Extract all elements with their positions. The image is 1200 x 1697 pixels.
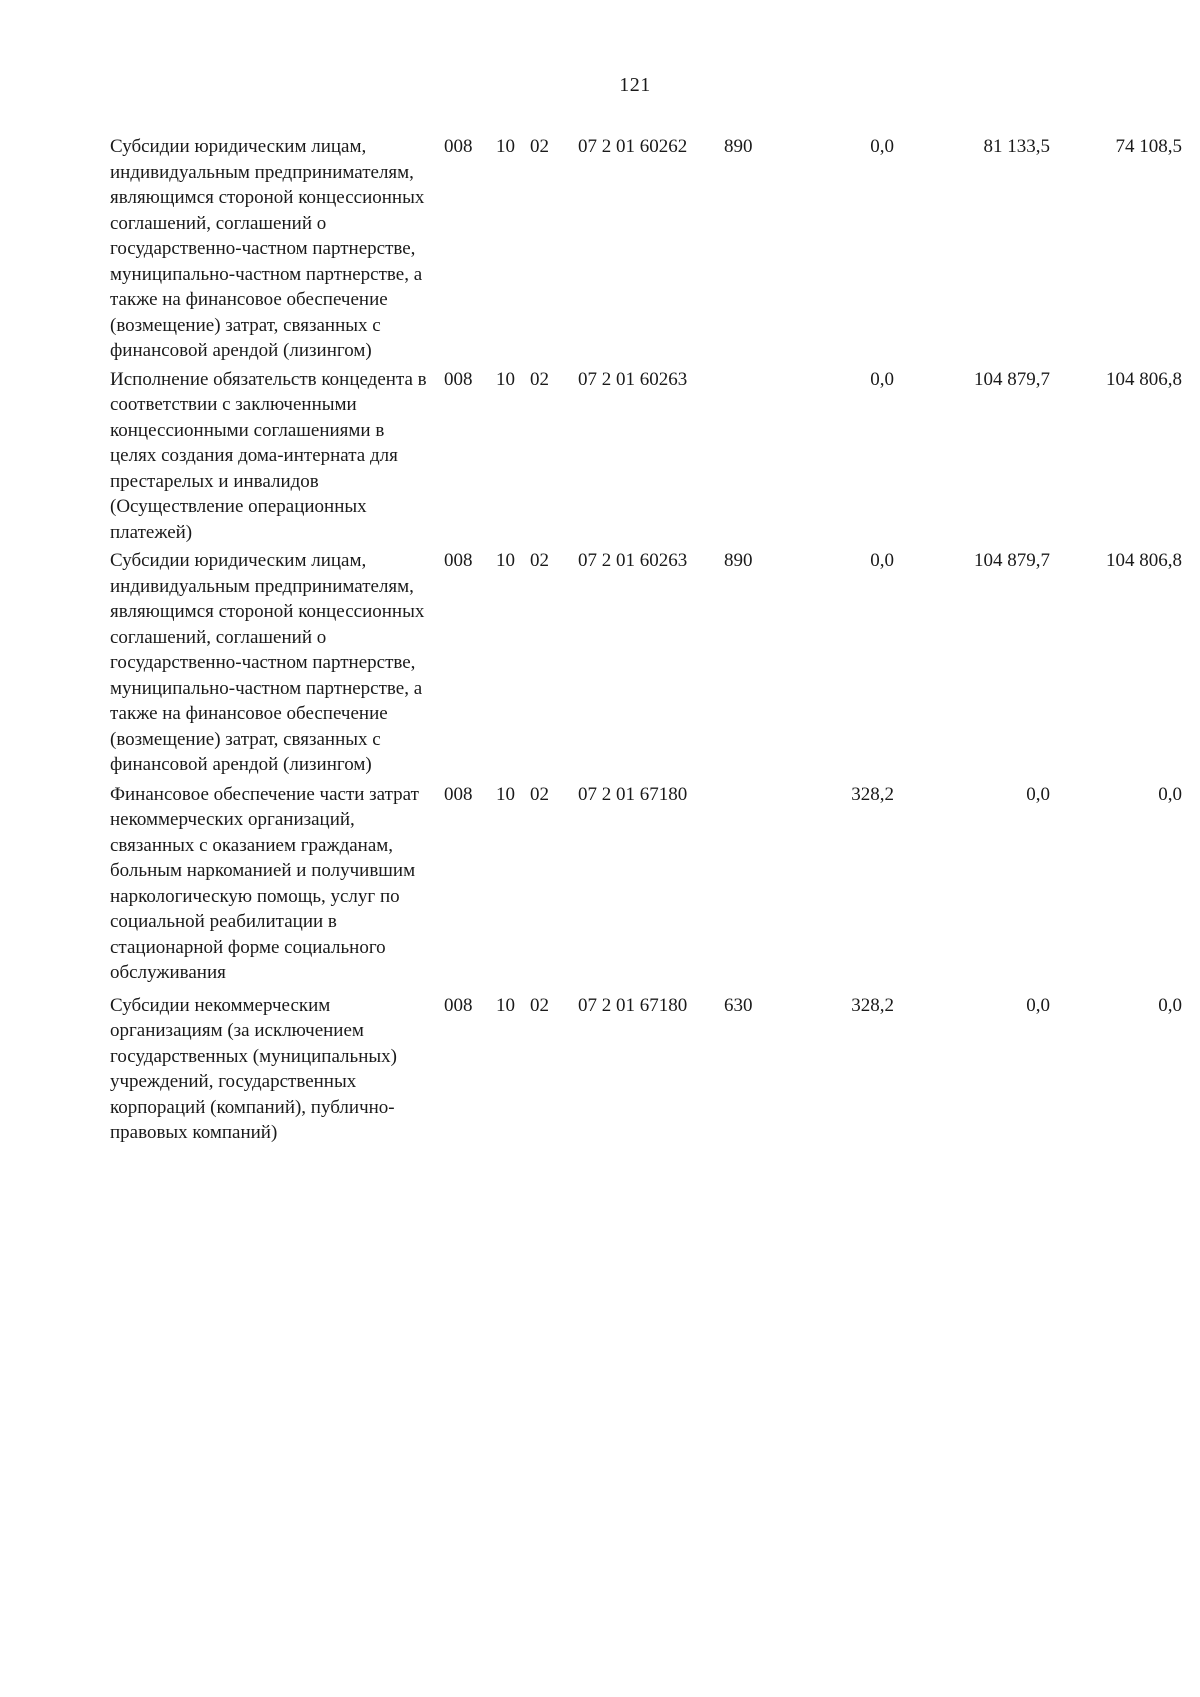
target-article-code: 07 2 01 60263 <box>578 368 688 390</box>
row-description: Финансовое обеспечение части затрат некоммерческих организаций, связанных с оказанием гражданам, больным наркоманией и получившим наркологическую помощь, услуг по социальной реабилитации в стационарной форме социального обслуживания <box>110 783 419 983</box>
table-row <box>110 782 1180 986</box>
section-code: 10 <box>496 550 515 571</box>
amount-year-1: 328,2 <box>851 994 894 1016</box>
row-description: Исполнение обязательств концедента в соответствии с заключенными концессионными соглашениями в целях создания дома-интерната для престарелых и инвалидов (Осуществление операционных платежей) <box>110 368 427 543</box>
ved-code: 008 <box>444 136 473 157</box>
section-code: 10 <box>496 783 515 805</box>
row-description: Субсидии некоммерческим организациям (за исключением государственных (муниципальных) учреждений, государственных корпораций (компаний), публично-правовых компаний) <box>110 994 397 1143</box>
ved-code: 008 <box>444 783 473 805</box>
amount-year-3: 74 108,5 <box>1115 136 1182 157</box>
ved-code: 008 <box>444 550 473 571</box>
amount-year-3: 0,0 <box>1158 783 1182 805</box>
table-row <box>110 367 1180 546</box>
amount-year-2: 0,0 <box>1026 994 1050 1016</box>
table-row <box>110 134 1180 364</box>
subsection-code: 02 <box>530 783 549 805</box>
amount-year-2: 81 133,5 <box>983 136 1050 157</box>
row-description: Субсидии юридическим лицам, индивидуальным предпринимателям, являющимся стороной концессионных соглашений, соглашений о государственно-частном партнерстве, муниципально-частном партнерстве, а также на финансовое обеспечение (возмещение) затрат, связанных с финансовой арендой (лизингом) <box>110 550 425 775</box>
row-description: Субсидии юридическим лицам, индивидуальным предпринимателям, являющимся стороной концессионных соглашений, соглашений о государственно-частном партнерстве, муниципально-частном партнерстве, а также на финансовое обеспечение (возмещение) затрат, связанных с финансовой арендой (лизингом) <box>110 136 425 361</box>
ved-code: 008 <box>444 368 473 390</box>
amount-year-1: 0,0 <box>870 136 894 157</box>
amount-year-1: 0,0 <box>870 368 894 390</box>
amount-year-2: 0,0 <box>1026 783 1050 805</box>
section-code: 10 <box>496 136 515 157</box>
target-article-code: 07 2 01 67180 <box>578 783 688 805</box>
target-article-code: 07 2 01 60263 <box>578 550 688 571</box>
target-article-code: 07 2 01 67180 <box>578 994 688 1016</box>
amount-year-1: 328,2 <box>851 783 894 805</box>
amount-year-2: 104 879,7 <box>974 550 1050 571</box>
expense-type-code: 890 <box>724 550 753 571</box>
amount-year-3: 0,0 <box>1158 994 1182 1016</box>
ved-code: 008 <box>444 994 473 1016</box>
subsection-code: 02 <box>530 550 549 571</box>
expense-type-code: 890 <box>724 136 753 157</box>
amount-year-2: 104 879,7 <box>974 368 1050 390</box>
subsection-code: 02 <box>530 136 549 157</box>
subsection-code: 02 <box>530 994 549 1016</box>
target-article-code: 07 2 01 60262 <box>578 136 688 157</box>
amount-year-3: 104 806,8 <box>1106 550 1182 571</box>
subsection-code: 02 <box>530 368 549 390</box>
amount-year-1: 0,0 <box>870 550 894 571</box>
page-number: 121 <box>619 74 651 96</box>
amount-year-3: 104 806,8 <box>1106 368 1182 390</box>
expense-type-code: 630 <box>724 994 753 1016</box>
budget-table <box>110 134 1180 1146</box>
table-row <box>110 548 1180 778</box>
section-code: 10 <box>496 994 515 1016</box>
section-code: 10 <box>496 368 515 390</box>
table-row <box>110 993 1180 1146</box>
